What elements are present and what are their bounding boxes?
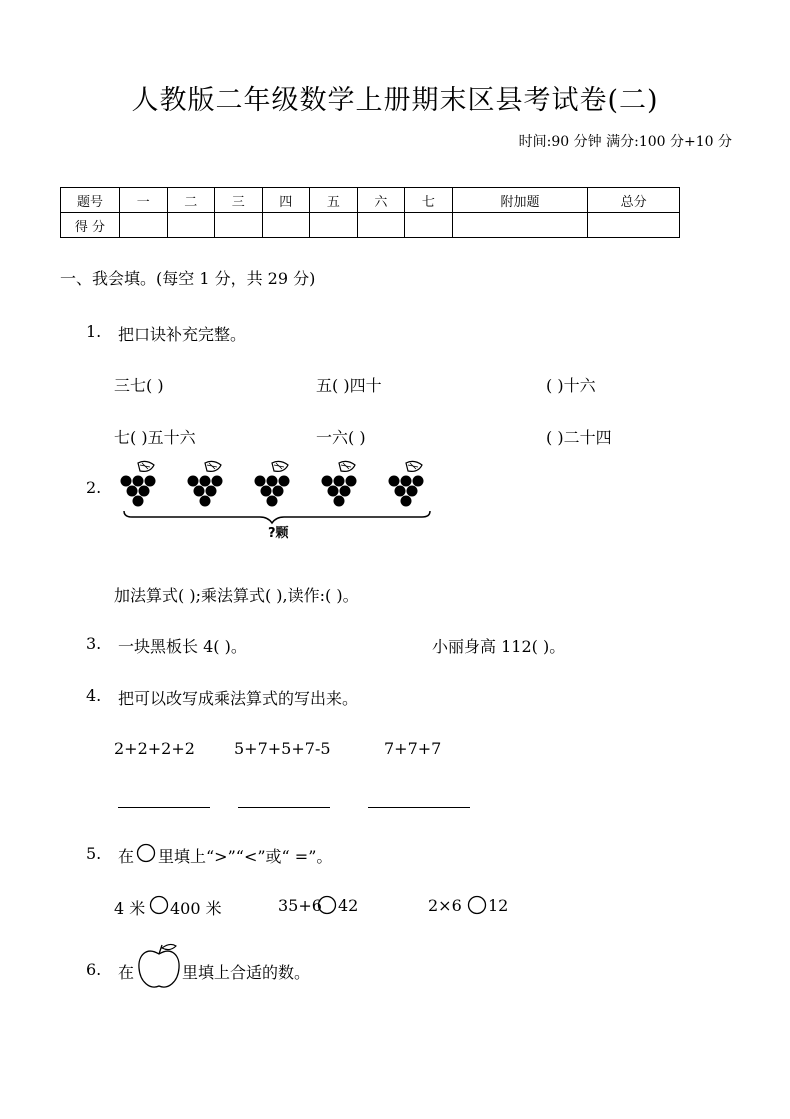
grape-icon [322, 461, 357, 506]
circle-icon [136, 843, 156, 863]
q1-blank[interactable]: 一六( ) [316, 428, 366, 447]
q1-blank[interactable]: 五( )四十 [316, 376, 382, 395]
header-cell: 五 [310, 188, 358, 213]
q5-item-right: 42 [338, 896, 359, 915]
score-table-header-row [61, 188, 680, 213]
header-cell: 一 [120, 188, 168, 213]
q1-blank[interactable]: 七( )五十六 [114, 428, 196, 447]
q6-number: 6. [86, 960, 102, 979]
header-cell: 二 [167, 188, 215, 213]
q6-prefix: 在 [118, 963, 135, 982]
answer-line[interactable] [118, 807, 210, 808]
q1-text: 把口诀补充完整。 [118, 325, 247, 344]
grape-icon [121, 461, 156, 506]
grape-icon [255, 461, 290, 506]
q5-item-left: 2×6 [428, 896, 462, 915]
score-cell[interactable] [120, 213, 168, 238]
header-cell: 六 [357, 188, 405, 213]
score-cell[interactable] [310, 213, 358, 238]
q1-blank[interactable]: 三七( ) [114, 376, 164, 395]
score-table [60, 187, 680, 238]
header-cell: 总分 [588, 188, 680, 213]
q5-prefix: 在 [118, 847, 135, 866]
header-cell: 三 [215, 188, 263, 213]
q5-item-right: 400 米 [170, 899, 222, 918]
page-title: 人教版二年级数学上册期末区县考试卷(二) [131, 85, 659, 116]
q5-item-right: 12 [488, 896, 509, 915]
score-cell[interactable] [452, 213, 588, 238]
q4-expression: 7+7+7 [384, 739, 442, 758]
q1-blank[interactable]: ( )二十四 [546, 428, 612, 447]
q2-text[interactable]: 加法算式( );乘法算式( ),读作:( )。 [114, 586, 359, 605]
q5-text: 里填上“>”“<”或“ =”。 [158, 847, 333, 866]
q4-expression: 5+7+5+7-5 [234, 739, 331, 758]
exam-info: 时间:90 分钟 满分:100 分+10 分 [518, 134, 732, 150]
q4-text: 把可以改写成乘法算式的写出来。 [118, 689, 359, 708]
score-cell[interactable] [405, 213, 453, 238]
compare-circle[interactable] [467, 895, 487, 915]
q5-number: 5. [86, 844, 102, 863]
header-cell: 四 [262, 188, 310, 213]
q5-item-left: 35+6 [278, 896, 322, 915]
score-cell[interactable] [262, 213, 310, 238]
q4-number: 4. [86, 686, 102, 705]
header-cell: 附加题 [452, 188, 588, 213]
compare-circle[interactable] [149, 895, 169, 915]
q3-number: 3. [86, 634, 102, 653]
score-cell[interactable] [357, 213, 405, 238]
grape-icon [188, 461, 223, 506]
score-cell[interactable] [215, 213, 263, 238]
q4-expression: 2+2+2+2 [114, 739, 195, 758]
score-cell[interactable] [167, 213, 215, 238]
section-1-heading: 一、我会填。(每空 1 分，共 29 分) [60, 269, 316, 288]
header-cell: 题号 [61, 188, 120, 213]
answer-line[interactable] [238, 807, 330, 808]
q2-number: 2. [86, 478, 102, 497]
score-table-score-row [61, 213, 680, 238]
brace-label: ?颗 [268, 526, 289, 541]
header-cell: 七 [405, 188, 453, 213]
apple-icon [136, 942, 182, 992]
q3-part2[interactable]: 小丽身高 112( )。 [432, 637, 566, 656]
q1-blank[interactable]: ( )十六 [546, 376, 596, 395]
q1-number: 1. [86, 322, 102, 341]
compare-circle[interactable] [317, 895, 337, 915]
row-label: 得 分 [61, 213, 120, 238]
q6-text: 里填上合适的数。 [182, 963, 311, 982]
answer-line[interactable] [368, 807, 470, 808]
q3-part1[interactable]: 一块黑板长 4( )。 [118, 637, 247, 656]
q5-item-left: 4 米 [114, 899, 146, 918]
grape-icon [389, 461, 424, 506]
score-cell[interactable] [588, 213, 680, 238]
